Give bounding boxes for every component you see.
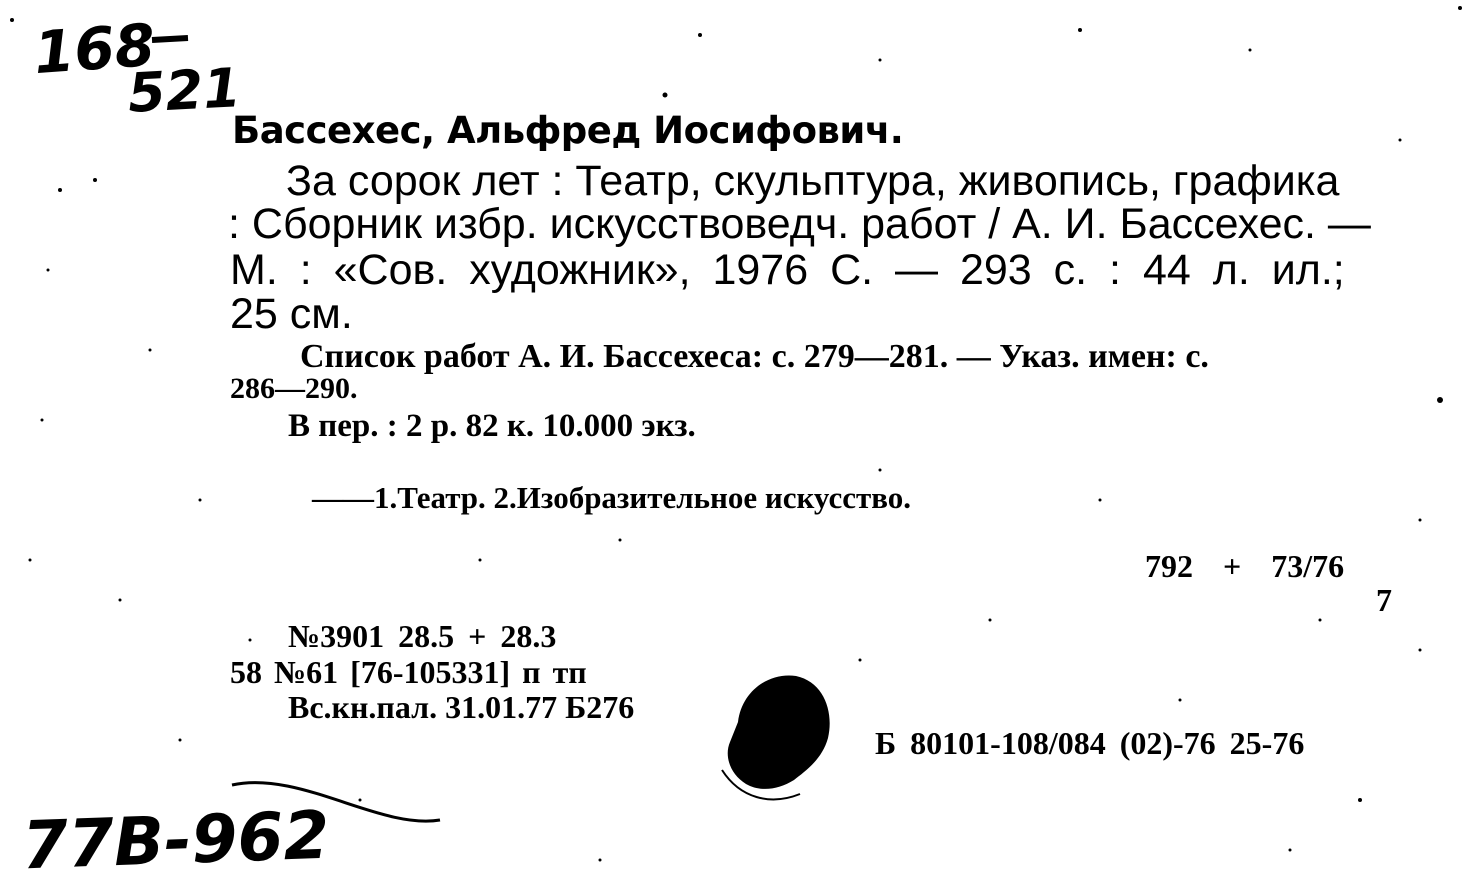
entry-note-line-2: 286—290. [230, 372, 358, 405]
handwritten-number-top-upper: 168 [31, 10, 158, 88]
entry-author: Бассехес, Альфред Иосифович. [232, 109, 904, 152]
handwritten-number-top-lower: 521 [126, 56, 243, 125]
entry-subjects: ——1.Театр. 2.Изобразительное искусство. [312, 480, 912, 515]
classification-code-line-2: 7 [1376, 582, 1392, 618]
entry-title-line-1: За сорок лет : Театр, скульптура, живопись, графика [286, 157, 1340, 205]
registry-line-3: Вс.кн.пал. 31.01.77 Б276 [288, 689, 635, 725]
handwritten-number-bottom: 77B-962 [20, 796, 331, 884]
entry-title-line-4: 25 см. [230, 290, 353, 338]
registry-line-1: №3901 28.5 + 28.3 [288, 618, 557, 654]
registry-line-2: 58 №61 [76-105331] п тп [230, 654, 587, 690]
footer-code: Б 80101-108/084 (02)-76 25-76 [875, 725, 1305, 761]
entry-price-line: В пер. : 2 р. 82 к. 10.000 экз. [288, 408, 696, 444]
entry-title-line-3: М. : «Сов. художник», 1976 С. — 293 с. : 44 л. ил.; [230, 246, 1345, 294]
classification-code-line-1: 792 + 73/76 [1145, 548, 1345, 584]
entry-title-line-2: : Сборник избр. искусствоведч. работ / А. И. Бассехес. — [228, 200, 1371, 248]
entry-note-line-1: Список работ А. И. Бассехеса: с. 279—281. — Указ. имен: с. [300, 338, 1209, 375]
